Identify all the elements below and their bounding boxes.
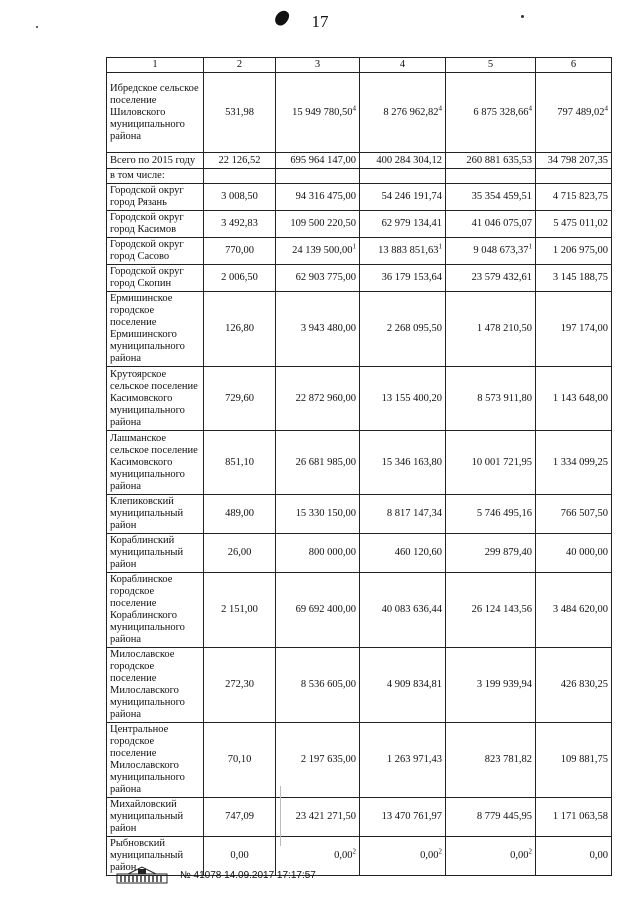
cell-value: 22 126,52 (218, 154, 261, 166)
cell-c3 (276, 723, 360, 798)
row-name: Ибредское сельское поселение Шиловского муниципального района (107, 73, 204, 153)
cell-c2 (204, 153, 276, 169)
cell-c5 (446, 265, 536, 292)
cell-value: 1 206 975,00 (552, 245, 608, 256)
cell-c4 (360, 573, 446, 648)
cell-value: 0,00 (420, 850, 439, 861)
cell-c2 (204, 184, 276, 211)
cell-c5 (446, 211, 536, 238)
cell-c3 (276, 798, 360, 837)
row-name: Клепиковский муниципальный район (107, 495, 204, 534)
row-name: Милославское городское поселение Милославского муниципального района (107, 648, 204, 723)
cell-c4 (360, 153, 446, 169)
row-name: Лашманское сельское поселение Касимовского муниципального района (107, 431, 204, 495)
cell-c4 (360, 798, 446, 837)
parliament-building-stamp-icon (116, 866, 168, 884)
footnote-marker: 1 (438, 242, 442, 251)
table-row (107, 573, 612, 648)
cell-value: 260 881 635,53 (466, 154, 532, 166)
cell-c6 (536, 573, 612, 648)
row-name: Всего по 2015 году (107, 153, 204, 169)
footnote-marker: 4 (352, 104, 356, 112)
cell-c2 (204, 238, 276, 265)
table-row (107, 798, 612, 837)
column-number-row (107, 58, 612, 73)
cell-c5 (446, 837, 536, 876)
column-header: 3 (276, 58, 360, 73)
cell-c5 (446, 73, 536, 153)
cell-value: 54 246 191,74 (381, 191, 442, 202)
cell-c3 (276, 73, 360, 153)
cell-value: 9 048 673,37 (473, 245, 529, 256)
cell-c4 (360, 292, 446, 367)
cell-c4 (360, 367, 446, 431)
document-stamp-text (180, 870, 316, 881)
cell-c6 (536, 723, 612, 798)
cell-c5 (446, 292, 536, 367)
row-name: Кораблинское городское поселение Кораблинского муниципального района (107, 573, 204, 648)
table-row (107, 292, 612, 367)
cell-value: 10 001 721,95 (471, 456, 532, 468)
document-datetime: 14.09.2017 17:17:57 (224, 870, 316, 881)
table-row (107, 211, 612, 238)
cell-value: 34 798 207,35 (547, 154, 608, 166)
cell-c6 (536, 238, 612, 265)
column-header: 1 (107, 58, 204, 73)
cell-c5 (446, 153, 536, 169)
cell-c3 (276, 292, 360, 367)
cell-c5 (446, 495, 536, 534)
footnote-marker: 4 (604, 104, 608, 112)
cell-c3 (276, 431, 360, 495)
cell-c2 (204, 798, 276, 837)
cell-value: 2 268 095,50 (386, 323, 442, 334)
footnote-marker: 1 (352, 242, 356, 251)
cell-c4 (360, 238, 446, 265)
cell-value: 3 484 620,00 (552, 604, 608, 615)
cell-value: 3 943 480,00 (300, 323, 356, 334)
cell-c2 (204, 431, 276, 495)
cell-value: 2 006,50 (221, 272, 258, 283)
cell-c5 (446, 534, 536, 573)
cell-value: 1 478 210,50 (476, 323, 532, 334)
cell-c2 (204, 534, 276, 573)
cell-value: 770,00 (225, 245, 254, 256)
row-name: Городской округ город Касимов (107, 211, 204, 238)
cell-value: 126,80 (225, 323, 254, 334)
cell-value: 15 330 150,00 (295, 508, 356, 519)
scan-line-artifact (280, 786, 281, 846)
cell-c4 (360, 534, 446, 573)
cell-value: 8 817 147,34 (386, 508, 442, 519)
cell-c2 (204, 292, 276, 367)
cell-c6 (536, 211, 612, 238)
cell-value: 13 155 400,20 (381, 392, 442, 404)
cell-c6 (536, 265, 612, 292)
table-row (107, 169, 612, 184)
table-row (107, 495, 612, 534)
cell-value: 695 964 147,00 (290, 154, 356, 166)
cell-c4 (360, 495, 446, 534)
cell-c3 (276, 534, 360, 573)
cell-c3 (276, 367, 360, 431)
cell-value: 35 354 459,51 (471, 191, 532, 202)
page-number: 17 (311, 12, 329, 31)
cell-value: 70,10 (227, 754, 252, 765)
cell-c4 (360, 211, 446, 238)
cell-value: 22 872 960,00 (295, 392, 356, 404)
cell-c6 (536, 73, 612, 153)
cell-value: 109 500 220,50 (290, 218, 356, 229)
cell-c5 (446, 573, 536, 648)
cell-c5 (446, 431, 536, 495)
table-row (107, 648, 612, 723)
document-number: № 41078 (180, 870, 222, 881)
cell-c3 (276, 184, 360, 211)
row-name: Центральное городское поселение Милославского муниципального района (107, 723, 204, 798)
cell-value: 1 334 099,25 (552, 456, 608, 468)
cell-value: 69 692 400,00 (295, 604, 356, 615)
cell-value: 0,00 (230, 850, 249, 861)
cell-value: 531,98 (225, 106, 254, 118)
cell-value: 8 276 962,82 (383, 106, 439, 118)
cell-value: 40 083 636,44 (381, 604, 442, 615)
column-header: 4 (360, 58, 446, 73)
cell-value: 26 124 143,56 (471, 604, 532, 615)
cell-value: 23 579 432,61 (471, 272, 532, 283)
row-name: в том числе: (107, 169, 204, 184)
cell-value: 4 909 834,81 (386, 679, 442, 690)
cell-value: 8 573 911,80 (477, 392, 532, 404)
cell-value: 94 316 475,00 (295, 191, 356, 202)
cell-value: 272,30 (225, 679, 254, 690)
cell-value: 800 000,00 (308, 547, 356, 558)
cell-value: 15 346 163,80 (381, 456, 442, 468)
cell-c3 (276, 169, 360, 184)
table-row (107, 265, 612, 292)
footnote-marker: 2 (438, 847, 442, 856)
cell-value: 8 779 445,95 (476, 811, 532, 822)
cell-c2 (204, 723, 276, 798)
footnote-marker: 4 (528, 104, 532, 112)
cell-value: 15 949 780,50 (292, 106, 353, 118)
cell-c4 (360, 648, 446, 723)
cell-value: 747,09 (225, 811, 254, 822)
cell-c5 (446, 238, 536, 265)
cell-value: 41 046 075,07 (471, 218, 532, 229)
cell-value: 62 903 775,00 (295, 272, 356, 283)
footnote-marker: 4 (438, 104, 442, 112)
footnote-marker: 2 (352, 847, 356, 856)
cell-c2 (204, 495, 276, 534)
cell-c2 (204, 211, 276, 238)
cell-c6 (536, 367, 612, 431)
cell-c3 (276, 238, 360, 265)
table-row (107, 723, 612, 798)
table-row (107, 153, 612, 169)
cell-value: 729,60 (225, 392, 254, 404)
cell-c4 (360, 169, 446, 184)
cell-c5 (446, 367, 536, 431)
cell-value: 2 151,00 (221, 604, 258, 615)
cell-value: 460 120,60 (394, 547, 442, 558)
cell-value: 62 979 134,41 (381, 218, 442, 229)
cell-c6 (536, 495, 612, 534)
row-name: Городской округ город Рязань (107, 184, 204, 211)
cell-c3 (276, 573, 360, 648)
column-header: 6 (536, 58, 612, 73)
cell-c5 (446, 798, 536, 837)
cell-c6 (536, 169, 612, 184)
cell-c4 (360, 265, 446, 292)
cell-value: 109 881,75 (560, 754, 608, 765)
cell-value: 3 008,50 (221, 191, 258, 202)
cell-value: 0,00 (589, 850, 608, 861)
cell-c2 (204, 169, 276, 184)
cell-value: 3 199 939,94 (476, 679, 532, 690)
cell-c2 (204, 367, 276, 431)
cell-c6 (536, 292, 612, 367)
row-name: Городской округ город Скопин (107, 265, 204, 292)
column-header: 5 (446, 58, 536, 73)
row-name: Крутоярское сельское поселение Касимовского муниципального района (107, 367, 204, 431)
cell-c6 (536, 798, 612, 837)
column-header: 2 (204, 58, 276, 73)
cell-c2 (204, 573, 276, 648)
table-row (107, 431, 612, 495)
cell-value: 1 143 648,00 (552, 392, 608, 404)
cell-c6 (536, 431, 612, 495)
cell-value: 8 536 605,00 (300, 679, 356, 690)
row-name: Кораблинский муниципальный район (107, 534, 204, 573)
cell-c5 (446, 648, 536, 723)
cell-value: 13 470 761,97 (381, 811, 442, 822)
cell-value: 299 879,40 (484, 547, 532, 558)
row-name: Городской округ город Сасово (107, 238, 204, 265)
cell-c3 (276, 495, 360, 534)
cell-value: 400 284 304,12 (376, 154, 442, 166)
cell-value: 6 875 328,66 (473, 106, 529, 118)
cell-c2 (204, 265, 276, 292)
footnote-marker: 2 (528, 847, 532, 856)
cell-c6 (536, 648, 612, 723)
cell-value: 823 781,82 (484, 754, 532, 765)
cell-c3 (276, 265, 360, 292)
table-row (107, 367, 612, 431)
cell-c3 (276, 153, 360, 169)
cell-c6 (536, 534, 612, 573)
cell-c3 (276, 648, 360, 723)
cell-c3 (276, 211, 360, 238)
cell-c4 (360, 723, 446, 798)
cell-value: 426 830,25 (560, 679, 608, 690)
cell-value: 26,00 (227, 547, 252, 558)
cell-c4 (360, 73, 446, 153)
cell-value: 766 507,50 (560, 508, 608, 519)
data-table (106, 57, 612, 876)
cell-value: 0,00 (334, 850, 353, 861)
cell-value: 40 000,00 (566, 547, 608, 558)
cell-value: 197 174,00 (560, 323, 608, 334)
cell-value: 23 421 271,50 (295, 811, 356, 822)
cell-value: 1 263 971,43 (386, 754, 442, 765)
table-row (107, 73, 612, 153)
footnote-marker: 1 (528, 242, 532, 251)
cell-c6 (536, 153, 612, 169)
table-row (107, 534, 612, 573)
row-name: Рыбновский муниципальный район (107, 837, 204, 876)
cell-c2 (204, 73, 276, 153)
cell-c4 (360, 184, 446, 211)
cell-c5 (446, 184, 536, 211)
cell-c4 (360, 431, 446, 495)
row-name: Михайловский муниципальный район (107, 798, 204, 837)
cell-c6 (536, 184, 612, 211)
cell-value: 13 883 851,63 (378, 245, 439, 256)
cell-value: 797 489,02 (557, 106, 605, 118)
cell-c2 (204, 648, 276, 723)
row-name: Ермишинское городское поселение Ермишинского муниципального района (107, 292, 204, 367)
cell-c6 (536, 837, 612, 876)
cell-value: 489,00 (225, 508, 254, 519)
cell-value: 4 715 823,75 (552, 191, 608, 202)
cell-c4 (360, 837, 446, 876)
cell-value: 36 179 153,64 (381, 272, 442, 283)
cell-value: 851,10 (225, 456, 254, 468)
table-row (107, 184, 612, 211)
cell-value: 2 197 635,00 (300, 754, 356, 765)
cell-value: 1 171 063,58 (552, 811, 608, 822)
cell-value: 5 475 011,02 (553, 218, 608, 229)
cell-value: 3 145 188,75 (552, 272, 608, 283)
cell-c5 (446, 169, 536, 184)
cell-value: 24 139 500,00 (292, 245, 353, 256)
cell-value: 3 492,83 (221, 218, 258, 229)
table-row (107, 238, 612, 265)
cell-value: 5 746 495,16 (476, 508, 532, 519)
cell-c5 (446, 723, 536, 798)
cell-value: 26 681 985,00 (295, 456, 356, 468)
cell-value: 0,00 (510, 850, 529, 861)
